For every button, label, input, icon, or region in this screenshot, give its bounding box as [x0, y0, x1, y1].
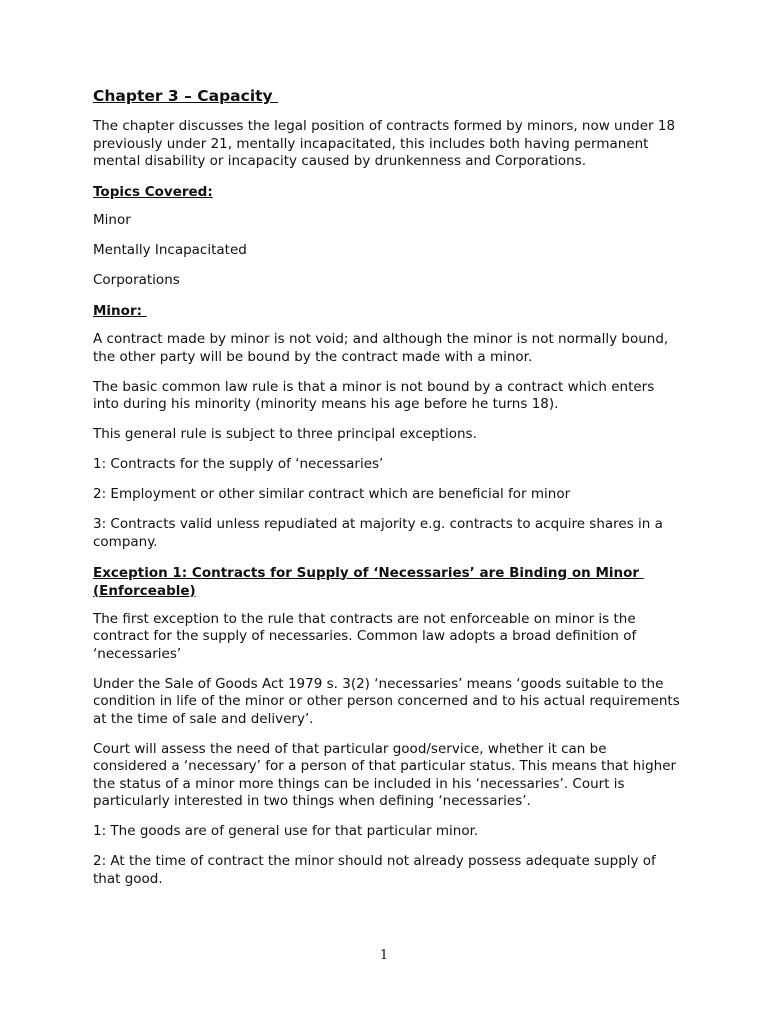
document-page — [93, 86, 683, 901]
exception-list-item: 2: Employment or other similar contract which are beneficial for minor — [93, 486, 571, 502]
necessaries-criterion: 2: At the time of contract the minor should not already possess adequate supply of that good. — [93, 853, 656, 887]
topic-item-mentally-incapacitated: Mentally Incapacitated — [93, 242, 247, 258]
intro-paragraph: The chapter discusses the legal position of contracts formed by minors, now under 18 previously under 21, mentally incapacitated, this includes both having permanent mental disability or incapacity caused by drunkenness and Corporations. — [93, 118, 676, 169]
minor-paragraph: A contract made by minor is not void; and although the minor is not normally bound, the other party will be bound by the contract made with a minor. — [93, 331, 669, 365]
topic-item-minor: Minor — [93, 212, 131, 228]
chapter-title: Chapter 3 – Capacity — [93, 87, 279, 105]
exception1-paragraph: Under the Sale of Goods Act 1979 s. 3(2) ‘necessaries’ means ‘goods suitable to the condition in life of the minor or other person concerned and to his actual requirements at the time of sale and delivery’. — [93, 675, 680, 727]
topics-heading: Topics Covered: — [93, 184, 213, 200]
exception-list-item: 1: Contracts for the supply of ‘necessaries’ — [93, 456, 384, 472]
minor-heading: Minor: — [93, 303, 147, 319]
minor-paragraph: The basic common law rule is that a minor is not bound by a contract which enters into during his minority (minority means his age before he turns 18). — [93, 378, 655, 412]
topic-item-corporations: Corporations — [93, 272, 180, 288]
page-number: 1 — [379, 948, 389, 963]
exception1-heading: Exception 1: Contracts for Supply of ‘Necessaries’ are Binding on Minor (Enforceable) — [93, 564, 644, 599]
minor-paragraph: This general rule is subject to three principal exceptions. — [93, 426, 477, 442]
exception1-paragraph: The first exception to the rule that contracts are not enforceable on minor is the contract for the supply of necessaries. Common law adopts a broad definition of ‘necessaries’ — [93, 610, 637, 662]
exception1-paragraph: Court will assess the need of that particular good/service, whether it can be considered a ‘necessary’ for a person of that particular status. This means that higher the status of a minor more things can be included in his ‘necessaries’. Court is particularly interested in two things when defining ‘necessaries’. — [93, 740, 677, 809]
exception-list-item: 3: Contracts valid unless repudiated at majority e.g. contracts to acquire shares in a company. — [93, 516, 663, 550]
necessaries-criterion: 1: The goods are of general use for that particular minor. — [93, 823, 479, 839]
